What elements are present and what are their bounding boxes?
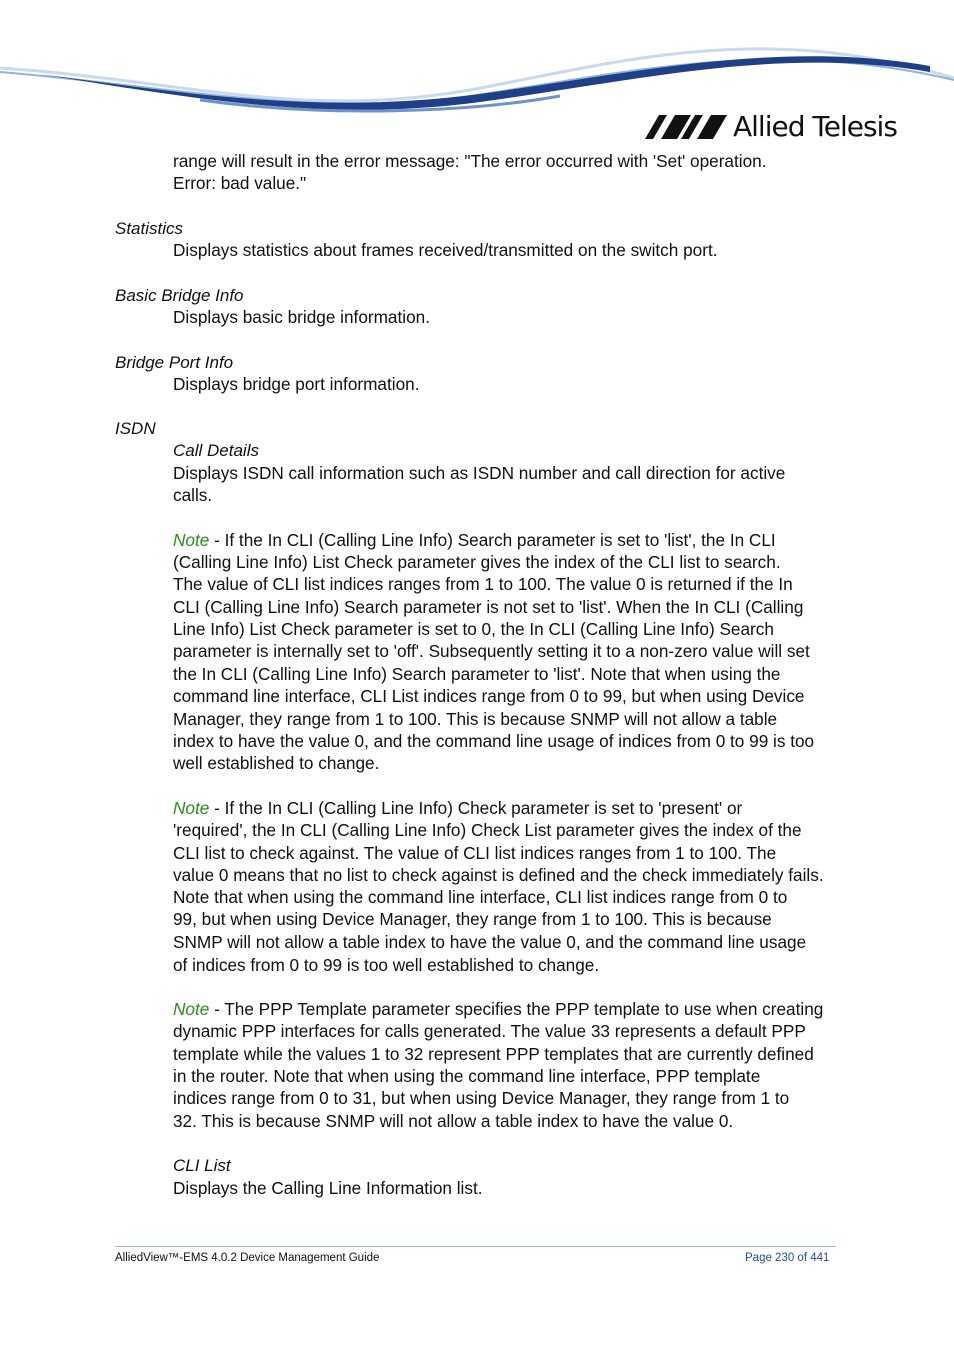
allied-telesis-logo [645, 110, 897, 144]
note-2-line: 99, but when using Device Manager, they range from 1 to 100. This is because [173, 909, 772, 929]
statistics-text: Displays statistics about frames received/transmitted on the switch port. [173, 240, 718, 260]
note-3-line: in the router. Note that when using the command line interface, PPP template [173, 1066, 761, 1086]
note-1-line: the In CLI (Calling Line Info) Search parameter to 'list'. Note that when using the [173, 664, 781, 684]
note-1-line: Line Info) List Check parameter is set to 0, the In CLI (Calling Line Info) Search [173, 619, 774, 639]
note-1-line: parameter is internally set to 'off'. Subsequently setting it to a non-zero value will set [173, 641, 810, 661]
note-label: Note [173, 798, 210, 818]
note-1-line: Note - If the In CLI (Calling Line Info) Search parameter is set to 'list', the In CLI [173, 530, 776, 550]
note-3-line: dynamic PPP interfaces for calls generated. The value 33 represents a default PPP [173, 1021, 806, 1041]
heading-statistics: Statistics [115, 219, 184, 238]
note-2-line: SNMP will not allow a table index to have the value 0, and the command line usage [173, 932, 807, 952]
note-3-line: 32. This is because SNMP will not allow a table index to have the value 0. [173, 1111, 734, 1131]
footer-divider [115, 1246, 836, 1247]
intro-line-1: range will result in the error message: "The error occurred with 'Set' operation. [173, 151, 767, 171]
basic-bridge-text: Displays basic bridge information. [173, 307, 430, 327]
note-2-line: Note that when using the command line interface, CLI list indices range from 0 to [173, 887, 788, 907]
note-label: Note [173, 530, 210, 550]
note-label: Note [173, 999, 210, 1019]
call-details-line-1: Displays ISDN call information such as ISDN number and call direction for active [173, 463, 786, 483]
note-2-line: CLI list to check against. The value of CLI list indices ranges from 1 to 100. The [173, 843, 777, 863]
note-1-line: CLI (Calling Line Info) Search parameter is not set to 'list'. When the In CLI (Calling [173, 597, 804, 617]
call-details-line-2: calls. [173, 485, 213, 505]
note-3-line: Note - The PPP Template parameter specifies the PPP template to use when creating [173, 999, 824, 1019]
note-1-line: command line interface, CLI List indices range from 0 to 99, but when using Device [173, 686, 805, 706]
note-1-line: Manager, they range from 1 to 100. This is because SNMP will not allow a table [173, 709, 778, 729]
note-3-line: template while the values 1 to 32 represent PPP templates that are currently defined [173, 1044, 814, 1064]
bridge-port-text: Displays bridge port information. [173, 374, 420, 394]
footer-page-number: Page 230 of 441 [745, 1252, 830, 1264]
note-2-line: Note - If the In CLI (Calling Line Info) Check parameter is set to 'present' or [173, 798, 743, 818]
intro-line-2: Error: bad value." [173, 173, 307, 193]
note-1-line: well established to change. [173, 753, 380, 773]
note-3-line: indices range from 0 to 31, but when using Device Manager, they range from 1 to [173, 1088, 790, 1108]
heading-basic-bridge-info: Basic Bridge Info [115, 286, 244, 305]
note-2-line: 'required', the In CLI (Calling Line Info) Check List parameter gives the index of the [173, 820, 802, 840]
cli-list-text: Displays the Calling Line Information list. [173, 1178, 483, 1198]
heading-bridge-port-info: Bridge Port Info [115, 353, 234, 372]
note-2-line: value 0 means that no list to check against is defined and the check immediately fails. [173, 865, 824, 885]
note-1-line: The value of CLI list indices ranges from 1 to 100. The value 0 is returned if the In [173, 574, 793, 594]
logo-mark-icon [645, 115, 727, 139]
heading-isdn: ISDN [115, 419, 156, 438]
footer-doc-title: AlliedView™-EMS 4.0.2 Device Management Guide [115, 1252, 380, 1264]
note-1-line: (Calling Line Info) List Check parameter gives the index of the CLI list to search. [173, 552, 781, 572]
heading-call-details: Call Details [173, 441, 259, 460]
heading-cli-list: CLI List [173, 1156, 231, 1175]
note-1-line: index to have the value 0, and the command line usage of indices from 0 to 99 is too [173, 731, 815, 751]
note-2-line: of indices from 0 to 99 is too well established to change. [173, 955, 600, 975]
brand-name: Allied Telesis [733, 110, 897, 143]
